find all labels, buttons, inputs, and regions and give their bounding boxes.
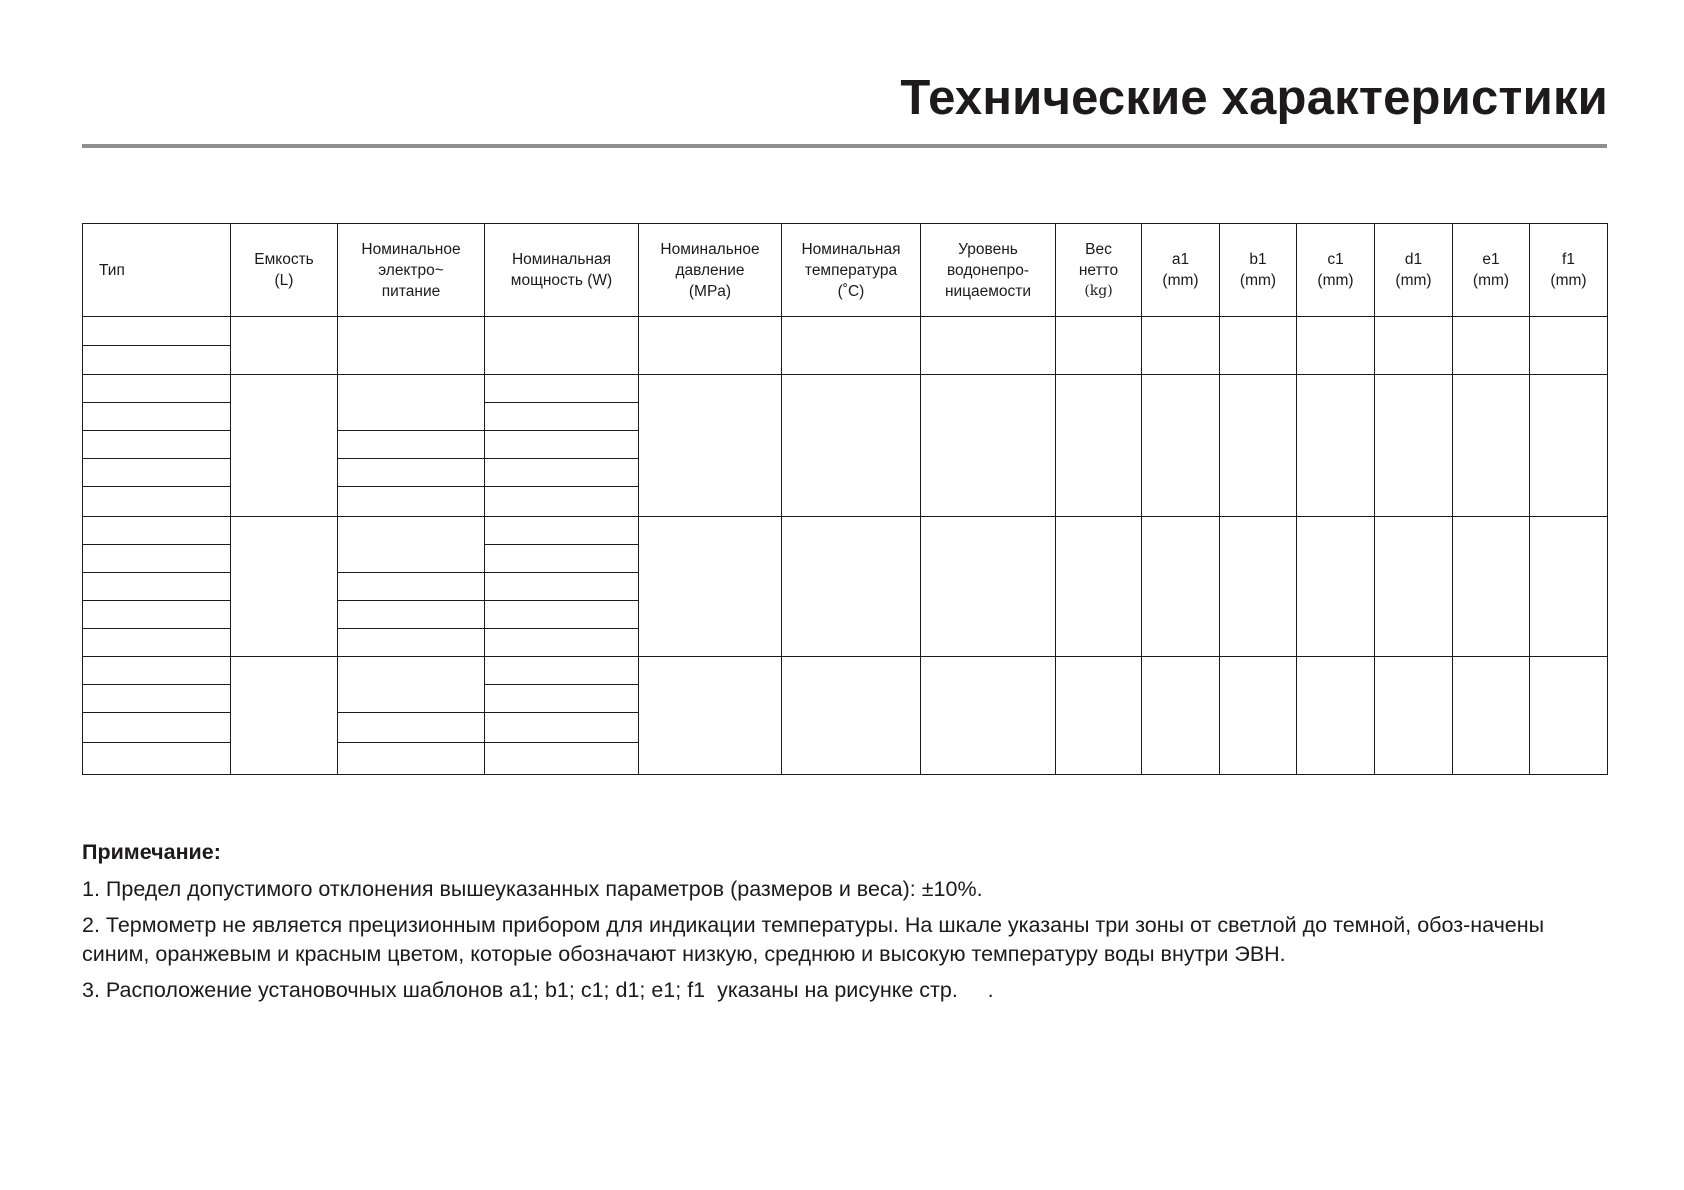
table-cell: [338, 713, 485, 743]
header-capacity: Емкость (L): [231, 224, 338, 317]
table-cell: [485, 657, 639, 685]
header-waterproof-level: Уровень водонепро- ницаемости: [921, 224, 1056, 317]
table-cell: [1530, 657, 1608, 775]
header-rated-power: Номинальная мощность (W): [485, 224, 639, 317]
table-cell: [231, 317, 338, 375]
header-rated-temperature: Номинальная температура (˚C): [782, 224, 921, 317]
table-cell: [338, 431, 485, 459]
table-row: [83, 657, 1608, 685]
table-cell: [338, 601, 485, 629]
table-cell: [1453, 517, 1530, 657]
table-cell: [1056, 517, 1142, 657]
table-cell: [1142, 517, 1220, 657]
header-rated-pressure: Номинальное давление (MPa): [639, 224, 782, 317]
table-cell: [1375, 657, 1453, 775]
spec-table: [82, 223, 1608, 775]
notes-heading: Примечание:: [82, 840, 221, 864]
table-cell: [1297, 517, 1375, 657]
table-cell: [83, 375, 231, 403]
header-type: Тип: [83, 224, 231, 317]
table-cell: [485, 601, 639, 629]
table-cell: [1453, 657, 1530, 775]
table-cell: [485, 459, 639, 487]
table-cell: [1297, 657, 1375, 775]
table-cell: [1453, 375, 1530, 517]
table-cell: [485, 487, 639, 517]
table-cell: [639, 317, 782, 375]
table-cell: [485, 685, 639, 713]
table-cell: [1530, 317, 1608, 375]
header-e1: e1 (mm): [1453, 224, 1530, 317]
table-cell: [782, 317, 921, 375]
table-cell: [921, 317, 1056, 375]
table-cell: [338, 375, 485, 431]
table-cell: [1142, 375, 1220, 517]
table-cell: [639, 517, 782, 657]
table-cell: [921, 657, 1056, 775]
table-cell: [782, 375, 921, 517]
table-cell: [338, 487, 485, 517]
table-row: [83, 317, 1608, 346]
table-cell: [1056, 317, 1142, 375]
note-item-3: 3. Расположение установочных шаблонов a1; b1; c1; d1; e1; f1 указаны на рисунке стр. .: [82, 978, 994, 1002]
table-cell: [485, 545, 639, 573]
table-cell: [1375, 517, 1453, 657]
note-item-1: 1. Предел допустимого отклонения вышеуказанных параметров (размеров и веса): ±10%.: [82, 877, 983, 901]
table-cell: [338, 517, 485, 573]
title-divider: [82, 144, 1607, 148]
header-d1: d1 (mm): [1375, 224, 1453, 317]
note-item-2: 2. Термометр не является прецизионным прибором для индикации температуры. На шкале указаны три зоны от светлой до темной, обоз-начены синим, оранжевым и красным цветом, которые обозначают низкую, среднюю и высокую температуру воды внутри ЭВН.: [82, 913, 1545, 966]
table-cell: [782, 657, 921, 775]
table-cell: [83, 629, 231, 657]
table-cell: [1056, 375, 1142, 517]
table-cell: [1220, 317, 1297, 375]
table-cell: [83, 317, 231, 346]
table-cell: [83, 743, 231, 775]
table-cell: [1297, 317, 1375, 375]
table-cell: [338, 573, 485, 601]
table-cell: [485, 713, 639, 743]
table-cell: [639, 657, 782, 775]
table-cell: [338, 629, 485, 657]
table-cell: [1453, 317, 1530, 375]
table-cell: [231, 375, 338, 517]
notes-section: [82, 838, 1612, 1012]
table-cell: [83, 545, 231, 573]
table-cell: [1056, 657, 1142, 775]
table-cell: [83, 573, 231, 601]
table-cell: [1297, 375, 1375, 517]
table-cell: [83, 657, 231, 685]
table-cell: [1142, 317, 1220, 375]
table-cell: [1220, 375, 1297, 517]
table-cell: [1142, 657, 1220, 775]
table-cell: [485, 375, 639, 403]
table-cell: [485, 743, 639, 775]
header-power-supply: Номинальное электро~ питание: [338, 224, 485, 317]
table-cell: [1220, 657, 1297, 775]
table-cell: [485, 573, 639, 601]
table-cell: [1220, 517, 1297, 657]
table-cell: [1530, 517, 1608, 657]
table-cell: [485, 517, 639, 545]
page-title: Технические характеристики: [900, 71, 1608, 125]
table-cell: [338, 317, 485, 375]
table-cell: [83, 459, 231, 487]
table-cell: [921, 375, 1056, 517]
table-cell: [338, 657, 485, 713]
table-cell: [782, 517, 921, 657]
table-cell: [1375, 317, 1453, 375]
table-cell: [639, 375, 782, 517]
table-cell: [83, 685, 231, 713]
header-net-weight: Вес нетто (kg): [1056, 224, 1142, 317]
table-cell: [338, 459, 485, 487]
header-c1: c1 (mm): [1297, 224, 1375, 317]
table-cell: [485, 431, 639, 459]
table-cell: [83, 601, 231, 629]
header-a1: a1 (mm): [1142, 224, 1220, 317]
table-cell: [231, 657, 338, 775]
table-cell: [485, 629, 639, 657]
table-row: [83, 375, 1608, 403]
table-cell: [1375, 375, 1453, 517]
header-f1: f1 (mm): [1530, 224, 1608, 317]
table-cell: [1530, 375, 1608, 517]
table-cell: [83, 431, 231, 459]
header-b1: b1 (mm): [1220, 224, 1297, 317]
table-cell: [231, 517, 338, 657]
table-cell: [83, 346, 231, 375]
table-cell: [485, 317, 639, 375]
table-cell: [338, 743, 485, 775]
table-cell: [83, 517, 231, 545]
table-row: [83, 517, 1608, 545]
table-cell: [83, 487, 231, 517]
table-header-row: [83, 224, 1608, 317]
table-cell: [485, 403, 639, 431]
table-cell: [83, 713, 231, 743]
table-cell: [921, 517, 1056, 657]
table-cell: [83, 403, 231, 431]
